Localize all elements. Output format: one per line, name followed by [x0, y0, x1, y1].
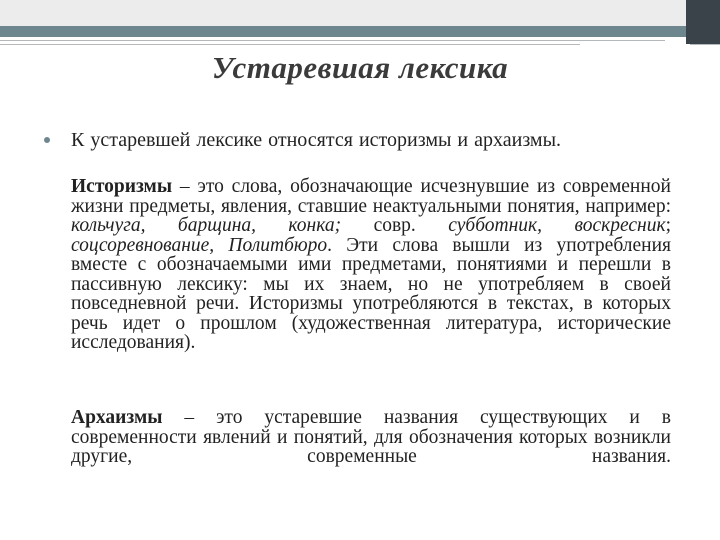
decor-line [0, 40, 665, 41]
lead-text: К устаревшей лексике относятся историзмы и архаизмы. [71, 129, 562, 151]
archaisms-paragraph [71, 408, 671, 467]
term-historisms: Историзмы [71, 176, 173, 197]
decor-line [0, 44, 580, 45]
para-text: . Эти слова вышли из употребления вместе с обозначаемыми ими предметами, понятиями и перешли в пассивную лексику: мы их знаем, но не употребляем в своей повседневной речи. Историзмы употребляются в текстах, в которых речь идет о прошлом (художественная литература, исторические исследования). [71, 234, 671, 353]
para-text: – это устаревшие названия существующих и в современности явлений и понятий, для обозначения которых возникли другие, современные названия. [71, 407, 671, 467]
example-words: субботник, воскресник [448, 215, 666, 236]
example-words: соцсоревнование, Политбюро [71, 234, 328, 256]
term-archaisms: Архаизмы [71, 407, 163, 428]
para-text: ; [665, 215, 671, 236]
example-words: кольчуга, барщина, конка; [71, 215, 342, 236]
decor-line [690, 44, 720, 45]
historisms-paragraph [71, 177, 671, 353]
top-band [0, 0, 720, 26]
slide-title: Устаревшая лексика [211, 50, 509, 85]
para-text: совр. [341, 215, 449, 236]
para-text: – это слова, обозначающие исчезнувшие из современной жизни предметы, явления, ставшие неактуальными понятия, например: [71, 176, 671, 217]
top-accent-bar [0, 26, 686, 37]
bullet-dot [44, 137, 50, 143]
top-corner-block [686, 0, 720, 44]
